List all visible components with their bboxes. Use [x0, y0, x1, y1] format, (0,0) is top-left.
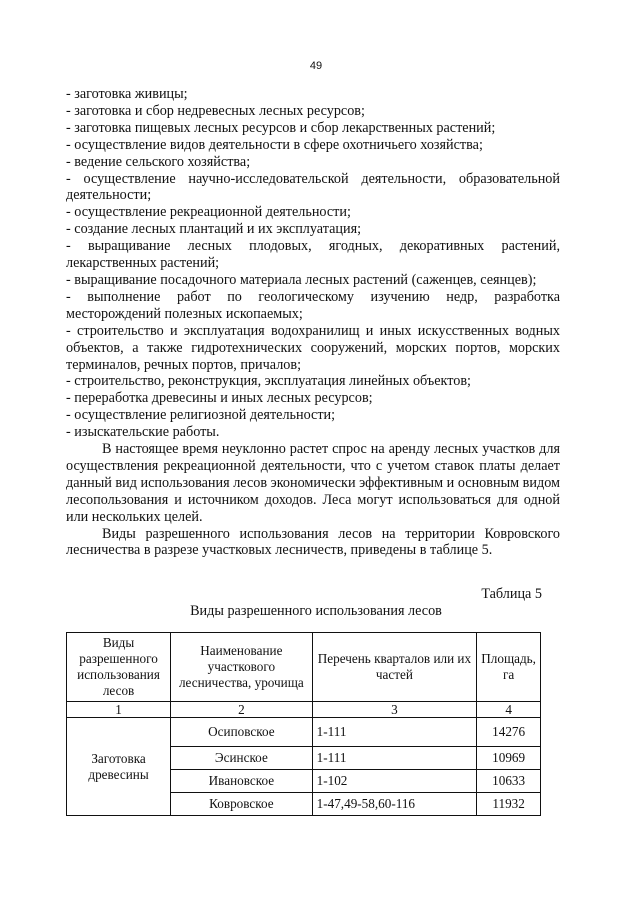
column-number: 2 [171, 702, 313, 718]
page-number: 49 [309, 60, 323, 72]
list-item: - изыскательские работы. [66, 424, 220, 441]
header-area: Площадь, га [477, 633, 541, 702]
list-item: - выращивание посадочного материала лесных растений (саженцев, сеянцев); [66, 271, 537, 288]
quarters-cell: 1-111 [312, 747, 477, 770]
list-item: - заготовка и сбор недревесных лесных ресурсов; [66, 102, 365, 119]
list-item: - ведение сельского хозяйства; [66, 153, 251, 170]
paragraph-demand: В настоящее время неуклонно растет спрос на аренду лесных участков для осуществления рекреационной деятельности, что с учетом ставок платы делает данный вид использования лесов экономически эффективным и основным видом лесопользования и источником доходов. Леса могут использоваться для одной или нескольких целей. [66, 441, 560, 525]
list-item: - заготовка пищевых лесных ресурсов и сбор лекарственных растений; [66, 119, 496, 136]
document-body [66, 86, 560, 559]
header-use-type: Виды разрешенного использования лесов [67, 633, 171, 702]
list-item: - строительство, реконструкция, эксплуатация линейных объектов; [66, 373, 471, 390]
area-cell: 10969 [477, 747, 541, 770]
paragraph-table-intro: Виды разрешенного использования лесов на территории Ковровского лесничества в разрезе участковых лесничеств, приведены в таблице 5. [66, 525, 560, 559]
quarters-cell: 1-47,49-58,60-116 [312, 793, 477, 816]
column-number: 1 [67, 702, 171, 718]
list-item: - выращивание лесных плодовых, ягодных, декоративных растений, лекарственных растений; [66, 238, 560, 272]
list-item: - осуществление религиозной деятельности; [66, 407, 336, 424]
table-caption-number: Таблица 5 [481, 586, 542, 602]
forest-use-table [66, 632, 541, 816]
header-quarters-list: Перечень кварталов или их частей [312, 633, 477, 702]
forestry-cell: Осиповское [171, 718, 313, 747]
area-cell: 10633 [477, 770, 541, 793]
table-header-row [67, 633, 541, 702]
column-number: 3 [312, 702, 477, 718]
quarters-cell: 1-102 [312, 770, 477, 793]
column-number-row [67, 702, 541, 718]
area-cell: 14276 [477, 718, 541, 747]
header-forestry-name: Наименование участкового лесничества, урочища [171, 633, 313, 702]
list-item: - создание лесных плантаций и их эксплуатация; [66, 221, 362, 238]
forestry-cell: Эсинское [171, 747, 313, 770]
table-row [67, 718, 541, 747]
area-cell: 11932 [477, 793, 541, 816]
list-item: - осуществление видов деятельности в сфере охотничьего хозяйства; [66, 136, 483, 153]
list-item: - заготовка живицы; [66, 86, 188, 102]
quarters-cell: 1-111 [312, 718, 477, 747]
use-type-cell: Заготовка древесины [67, 718, 171, 816]
list-item: - строительство и эксплуатация водохранилищ и иных искусственных водных объектов, а также гидротехнических сооружений, морских портов, морских терминалов, речных портов, причалов; [66, 322, 560, 373]
forestry-cell: Ивановское [171, 770, 313, 793]
list-item: - осуществление научно-исследовательской деятельности, образовательной деятельности; [66, 170, 560, 204]
list-item: - осуществление рекреационной деятельности; [66, 204, 351, 221]
forestry-cell: Ковровское [171, 793, 313, 816]
table-caption-title: Виды разрешенного использования лесов [190, 603, 442, 619]
column-number: 4 [477, 702, 541, 718]
list-item: - выполнение работ по геологическому изучению недр, разработка месторождений полезных ископаемых; [66, 288, 560, 322]
list-item: - переработка древесины и иных лесных ресурсов; [66, 390, 373, 407]
